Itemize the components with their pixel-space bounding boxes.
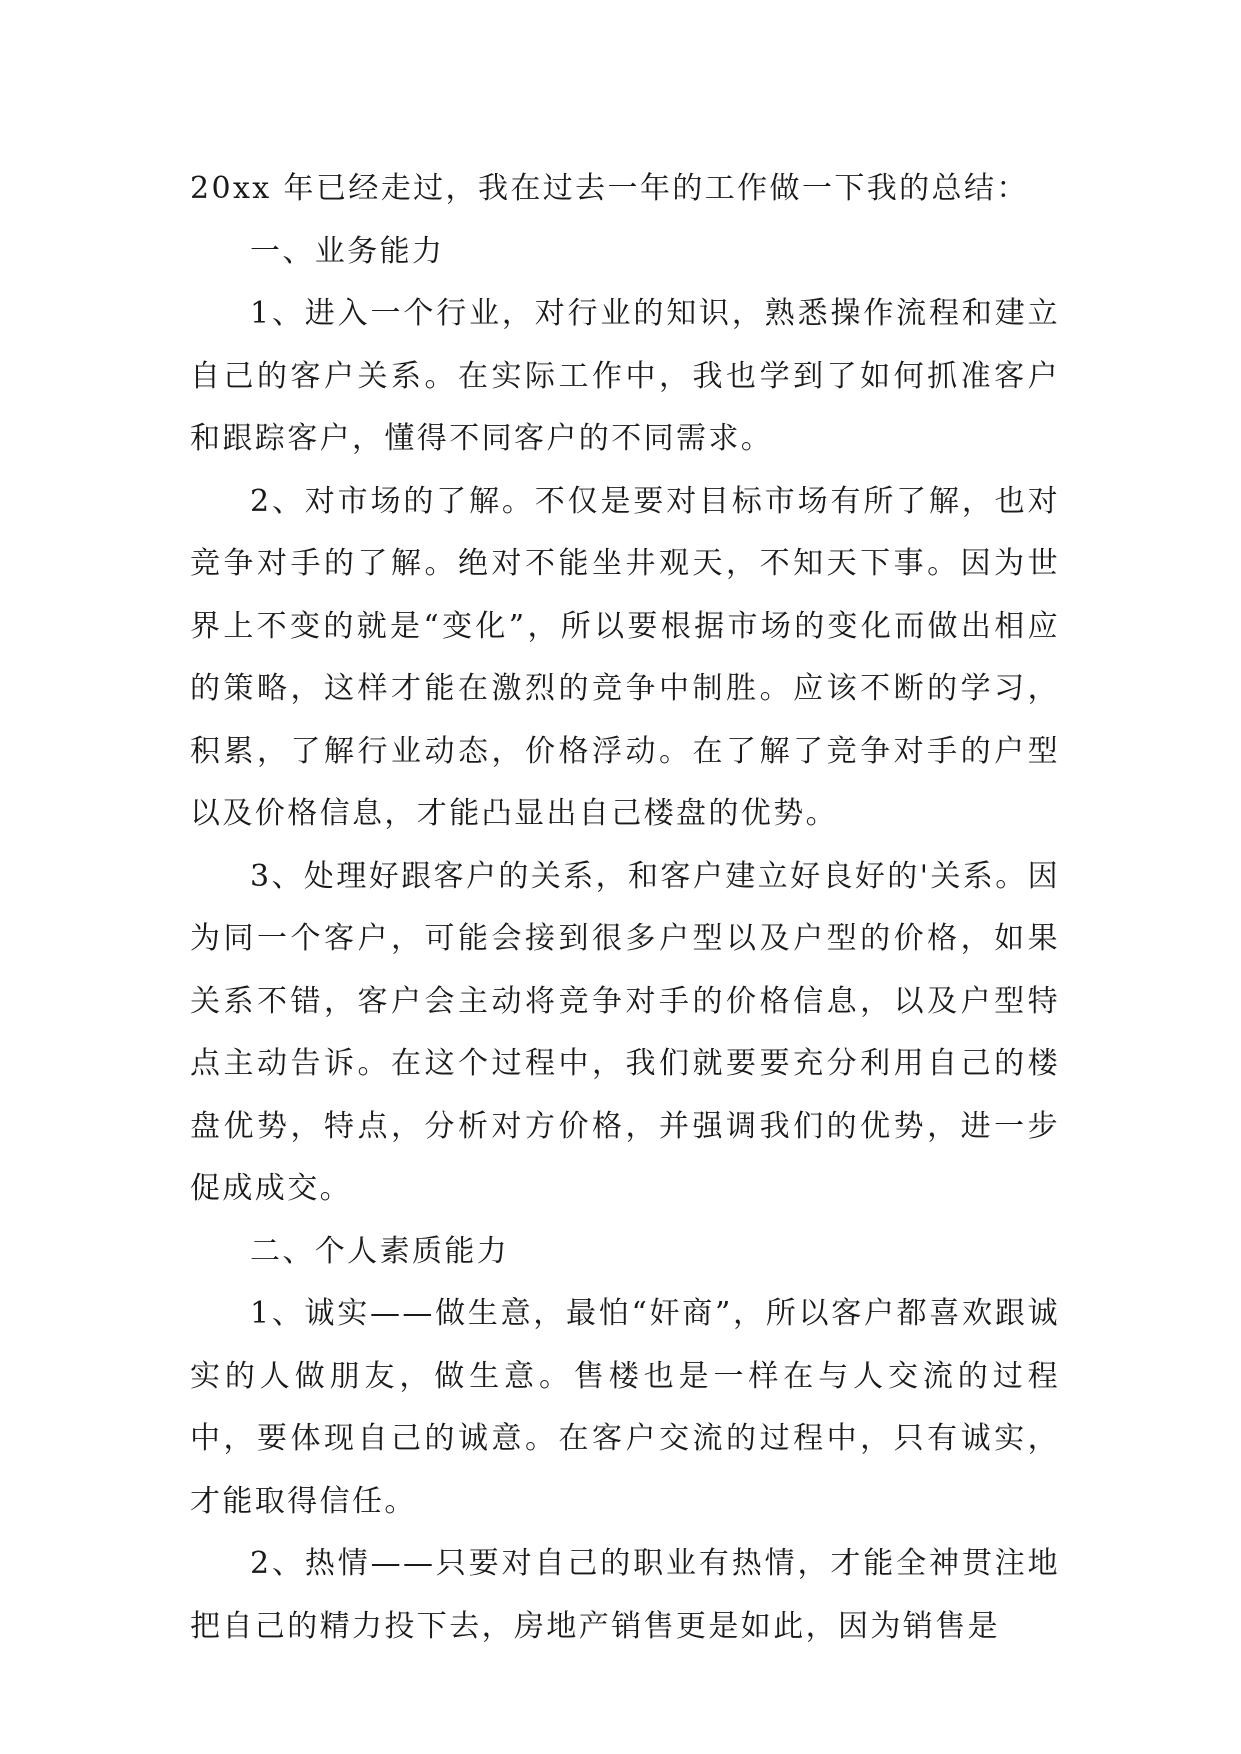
section-heading-business-ability: 一、业务能力 [250,233,445,269]
section-heading-personal-quality: 二、个人素质能力 [250,1233,510,1269]
intro-paragraph: 20xx 年已经走过，我在过去一年的工作做一下我的总结： [190,171,1029,206]
quality-point-1: 1、诚实——做生意，最怕“奸商”，所以客户都喜欢跟诚实的人做朋友，做生意。售楼也是一样在与人交流的过程中，要体现自己的诚意。在客户交流的过程中，只有诚实，才能取得信任。 [190,1296,1060,1519]
quality-point-2: 2、热情——只要对自己的职业有热情，才能全神贯注地把自己的精力投下去，房地产销售更是如此，因为销售是 [190,1546,1060,1644]
business-point-3: 3、处理好跟客户的关系，和客户建立好良好的'关系。因为同一个客户，可能会接到很多户型以及户型的价格，如果关系不错，客户会主动将竞争对手的价格信息，以及户型特点主动告诉。在这个过程中，我们就要要充分利用自己的楼盘优势，特点，分析对方价格，并强调我们的优势，进一步促成成交。 [190,858,1060,1206]
document-body [190,158,1060,1658]
business-point-1: 1、进入一个行业，对行业的知识，熟悉操作流程和建立自己的客户关系。在实际工作中，我也学到了如何抓准客户和跟踪客户，懂得不同客户的不同需求。 [190,296,1060,456]
business-point-2: 2、对市场的了解。不仅是要对目标市场有所了解，也对竞争对手的了解。绝对不能坐井观天，不知天下事。因为世界上不变的就是“变化”，所以要根据市场的变化而做出相应的策略，这样才能在激烈的竞争中制胜。应该不断的学习，积累，了解行业动态，价格浮动。在了解了竞争对手的户型以及价格信息，才能凸显出自己楼盘的优势。 [190,483,1060,831]
